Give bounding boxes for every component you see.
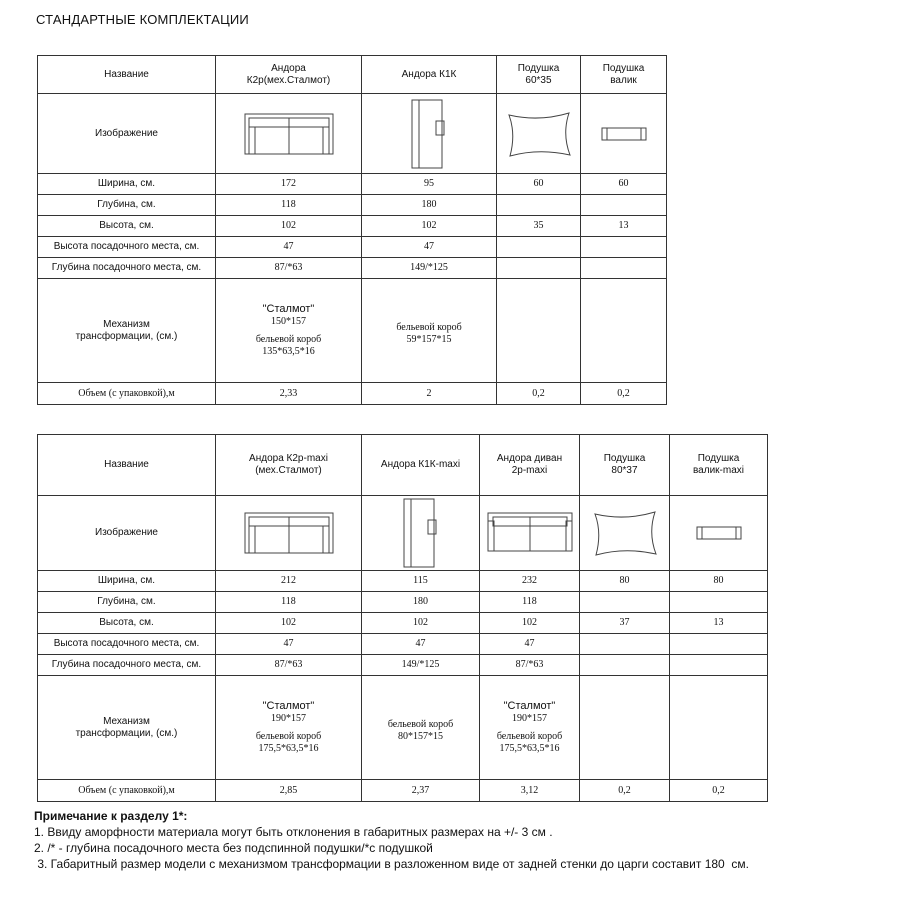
- cell-value: Подушка валик-maxi: [692, 453, 744, 476]
- box-label: бельевой короб: [255, 334, 322, 346]
- cell-value: 47: [415, 638, 426, 649]
- row-label-height: [38, 613, 216, 634]
- box-size: 135*63,5*16: [262, 346, 315, 358]
- cell-value: Андора диван 2р-maxi: [496, 453, 563, 476]
- value-cell: [480, 634, 580, 655]
- cell-value: Название: [104, 68, 149, 80]
- mechanism-cell: [362, 279, 497, 383]
- row-label-width: [38, 174, 216, 195]
- cell-value: Ширина, см.: [97, 575, 156, 586]
- column-header-name: [38, 56, 216, 94]
- cell-value: 47: [424, 241, 434, 252]
- cell-value: Изображение: [95, 127, 158, 139]
- cell-value: Глубина посадочного места, см.: [51, 659, 202, 670]
- value-cell: [580, 571, 670, 592]
- cell-value: 47: [283, 241, 294, 252]
- spec-table-1: [37, 55, 667, 405]
- cell-value: 115: [413, 575, 428, 586]
- row-label-volume: [38, 780, 216, 802]
- row-label-seat_height: [38, 237, 216, 258]
- cell-value: 60: [533, 178, 544, 189]
- image-cell: [216, 94, 362, 174]
- note-line: 2. /* - глубина посадочного места без подспинной подушки/*с подушкой: [34, 841, 433, 855]
- bolster-icon: [583, 125, 664, 143]
- value-cell: [480, 655, 580, 676]
- cell-value: 0,2: [617, 387, 630, 399]
- value-cell: [362, 634, 480, 655]
- box-size: 59*157*15: [406, 333, 452, 345]
- value-cell: [670, 592, 768, 613]
- cell-value: Подушка 60*35: [517, 62, 560, 86]
- table-row: [38, 195, 667, 216]
- cell-value: 232: [522, 575, 537, 586]
- row-label-height: [38, 216, 216, 237]
- value-cell: [216, 634, 362, 655]
- mechanism-name: "Сталмот": [262, 699, 315, 712]
- cell-value: 80: [619, 575, 630, 586]
- image-cell: [670, 496, 768, 571]
- row-label-depth: [38, 195, 216, 216]
- value-cell: [216, 383, 362, 405]
- notes-section: [34, 808, 749, 872]
- cell-value: 87/*63: [274, 659, 303, 670]
- value-cell: [216, 216, 362, 237]
- mechanism-cell: [580, 676, 670, 780]
- column-header: [497, 56, 581, 94]
- mechanism-cell: [216, 676, 362, 780]
- row-label-width: [38, 571, 216, 592]
- cell-value: 80: [713, 575, 724, 586]
- table-row: [38, 216, 667, 237]
- value-cell: [581, 195, 667, 216]
- column-header: [670, 435, 768, 496]
- column-header: [216, 56, 362, 94]
- value-cell: [362, 383, 497, 405]
- pillow-icon: [582, 509, 667, 557]
- row-label-image: [38, 94, 216, 174]
- cell-value: Объем (с упаковкой),м: [78, 387, 175, 399]
- sofa-icon: [218, 507, 359, 559]
- cell-value: Глубина, см.: [97, 596, 156, 607]
- value-cell: [480, 592, 580, 613]
- mechanism-cell: [670, 676, 768, 780]
- value-cell: [581, 174, 667, 195]
- value-cell: [362, 780, 480, 802]
- box-size: 175,5*63,5*16: [499, 743, 560, 755]
- mechanism-name: "Сталмот": [503, 699, 556, 712]
- table-row: [38, 496, 768, 571]
- box-label: бельевой короб: [396, 321, 462, 333]
- mechanism-name: "Сталмот": [262, 302, 315, 315]
- cell-value: 3,12: [520, 784, 539, 796]
- cell-value: 47: [283, 638, 294, 649]
- cell-value: 149/*125: [401, 659, 440, 670]
- value-cell: [581, 383, 667, 405]
- table-row: [38, 592, 768, 613]
- value-cell: [670, 613, 768, 634]
- value-cell: [216, 237, 362, 258]
- image-cell: [580, 496, 670, 571]
- table-row: [38, 56, 667, 94]
- cell-value: Подушка валик: [602, 62, 645, 86]
- cell-value: Глубина, см.: [97, 199, 156, 210]
- value-cell: [497, 174, 581, 195]
- cell-value: Высота посадочного места, см.: [53, 638, 200, 649]
- image-cell: [216, 496, 362, 571]
- cell-value: 37: [619, 617, 630, 628]
- value-cell: [580, 592, 670, 613]
- value-cell: [216, 592, 362, 613]
- cell-value: 212: [281, 575, 296, 586]
- value-cell: [497, 216, 581, 237]
- value-cell: [362, 571, 480, 592]
- value-cell: [362, 195, 497, 216]
- cell-value: 102: [421, 220, 437, 231]
- table-row: [38, 655, 768, 676]
- box-label: бельевой короб: [255, 731, 322, 743]
- cell-value: Механизм трансформации, (см.): [75, 318, 178, 342]
- cell-value: Изображение: [95, 527, 158, 538]
- row-label-mechanism: [38, 279, 216, 383]
- cell-value: 2,85: [279, 784, 298, 796]
- value-cell: [216, 571, 362, 592]
- row-label-seat_depth: [38, 655, 216, 676]
- value-cell: [670, 780, 768, 802]
- sofa-2p-icon: [482, 509, 577, 557]
- value-cell: [480, 571, 580, 592]
- corner-module-icon: [364, 496, 477, 570]
- value-cell: [362, 592, 480, 613]
- cell-value: 180: [421, 199, 437, 210]
- cell-value: 47: [524, 638, 535, 649]
- image-cell: [497, 94, 581, 174]
- sofa-icon: [218, 108, 359, 160]
- table-row: [38, 258, 667, 279]
- cell-value: Объем (с упаковкой),м: [78, 784, 175, 796]
- cell-value: 118: [281, 596, 296, 607]
- value-cell: [480, 780, 580, 802]
- cell-value: 13: [618, 220, 629, 231]
- cell-value: Ширина, см.: [97, 178, 156, 189]
- value-cell: [581, 216, 667, 237]
- table-row: [38, 94, 667, 174]
- value-cell: [497, 237, 581, 258]
- value-cell: [216, 195, 362, 216]
- value-cell: [362, 613, 480, 634]
- box-size: 175,5*63,5*16: [258, 743, 319, 755]
- cell-value: Высота посадочного места, см.: [53, 241, 200, 252]
- box-label: бельевой короб: [387, 718, 454, 730]
- value-cell: [580, 613, 670, 634]
- value-cell: [670, 655, 768, 676]
- cell-value: Высота, см.: [99, 617, 154, 628]
- note-line: 3. Габаритный размер модели с механизмом трансформации в разложенном виде от задней стенки до царги составит 180 см.: [34, 857, 749, 871]
- image-cell: [362, 496, 480, 571]
- cell-value: 102: [413, 617, 428, 628]
- cell-value: 0,2: [712, 784, 725, 796]
- row-label-seat_height: [38, 634, 216, 655]
- column-header: [362, 56, 497, 94]
- table-row: [38, 676, 768, 780]
- row-label-volume: [38, 383, 216, 405]
- cell-value: Андора К1К: [401, 68, 457, 80]
- value-cell: [580, 634, 670, 655]
- cell-value: 102: [522, 617, 537, 628]
- table-row: [38, 237, 667, 258]
- cell-value: 149/*125: [410, 262, 448, 273]
- cell-value: 2,33: [279, 387, 298, 399]
- mechanism-size: 190*157: [512, 713, 547, 725]
- cell-value: 87/*63: [515, 659, 544, 670]
- cell-value: 60: [618, 178, 629, 189]
- mechanism-cell: [581, 279, 667, 383]
- cell-value: 102: [281, 617, 296, 628]
- value-cell: [362, 237, 497, 258]
- spec-table-2: [37, 434, 768, 802]
- table-row: [38, 279, 667, 383]
- value-cell: [480, 613, 580, 634]
- value-cell: [581, 258, 667, 279]
- value-cell: [216, 655, 362, 676]
- mechanism-cell: [480, 676, 580, 780]
- cell-value: Подушка 80*37: [603, 453, 646, 476]
- mechanism-cell: [362, 676, 480, 780]
- cell-value: Андора К2р(мех.Сталмот): [246, 62, 331, 86]
- value-cell: [670, 571, 768, 592]
- box-size: 80*157*15: [398, 730, 443, 742]
- cell-value: 87/*63: [274, 262, 303, 273]
- table-row: [38, 613, 768, 634]
- page-title: СТАНДАРТНЫЕ КОМПЛЕКТАЦИИ: [36, 12, 249, 27]
- column-header: [216, 435, 362, 496]
- cell-value: 0,2: [532, 387, 545, 399]
- cell-value: 180: [413, 596, 428, 607]
- cell-value: 2,37: [411, 784, 430, 796]
- image-cell: [480, 496, 580, 571]
- cell-value: 172: [281, 178, 296, 189]
- column-header: [581, 56, 667, 94]
- row-label-mechanism: [38, 676, 216, 780]
- table-row: [38, 780, 768, 802]
- pillow-icon: [499, 110, 578, 158]
- row-label-depth: [38, 592, 216, 613]
- value-cell: [216, 174, 362, 195]
- value-cell: [216, 613, 362, 634]
- cell-value: Андора К2р-maxi (мех.Сталмот): [249, 453, 328, 476]
- cell-value: 118: [522, 596, 537, 607]
- notes-title: Примечание к разделу 1*:: [34, 809, 188, 823]
- value-cell: [497, 258, 581, 279]
- row-label-seat_depth: [38, 258, 216, 279]
- mechanism-size: 150*157: [271, 316, 306, 328]
- mechanism-cell: [216, 279, 362, 383]
- value-cell: [362, 174, 497, 195]
- note-line: 1. Ввиду аморфности материала могут быть отклонения в габаритных размерах на +/- 3 см .: [34, 825, 553, 839]
- value-cell: [362, 655, 480, 676]
- column-header-name: [38, 435, 216, 496]
- mechanism-size: 190*157: [271, 713, 306, 725]
- value-cell: [362, 216, 497, 237]
- image-cell: [362, 94, 497, 174]
- cell-value: 0,2: [618, 784, 631, 796]
- cell-value: 102: [281, 220, 296, 231]
- row-label-image: [38, 496, 216, 571]
- corner-module-icon: [364, 97, 494, 171]
- value-cell: [216, 780, 362, 802]
- column-header: [362, 435, 480, 496]
- value-cell: [580, 655, 670, 676]
- column-header: [580, 435, 670, 496]
- table-row: [38, 571, 768, 592]
- value-cell: [670, 634, 768, 655]
- mechanism-cell: [497, 279, 581, 383]
- cell-value: 2: [426, 387, 432, 399]
- cell-value: Глубина посадочного места, см.: [51, 262, 202, 273]
- bolster-icon: [672, 524, 765, 542]
- image-cell: [581, 94, 667, 174]
- cell-value: 35: [533, 220, 544, 231]
- box-label: бельевой короб: [496, 731, 563, 743]
- value-cell: [581, 237, 667, 258]
- value-cell: [580, 780, 670, 802]
- column-header: [480, 435, 580, 496]
- table-row: [38, 634, 768, 655]
- cell-value: 95: [424, 178, 434, 189]
- cell-value: Высота, см.: [99, 220, 154, 231]
- table-row: [38, 174, 667, 195]
- value-cell: [497, 195, 581, 216]
- value-cell: [362, 258, 497, 279]
- table-row: [38, 383, 667, 405]
- cell-value: 13: [713, 617, 724, 628]
- table-row: [38, 435, 768, 496]
- cell-value: Механизм трансформации, (см.): [75, 715, 178, 739]
- cell-value: Название: [104, 459, 149, 470]
- value-cell: [497, 383, 581, 405]
- cell-value: Андора К1К-maxi: [380, 459, 461, 470]
- cell-value: 118: [281, 199, 296, 210]
- value-cell: [216, 258, 362, 279]
